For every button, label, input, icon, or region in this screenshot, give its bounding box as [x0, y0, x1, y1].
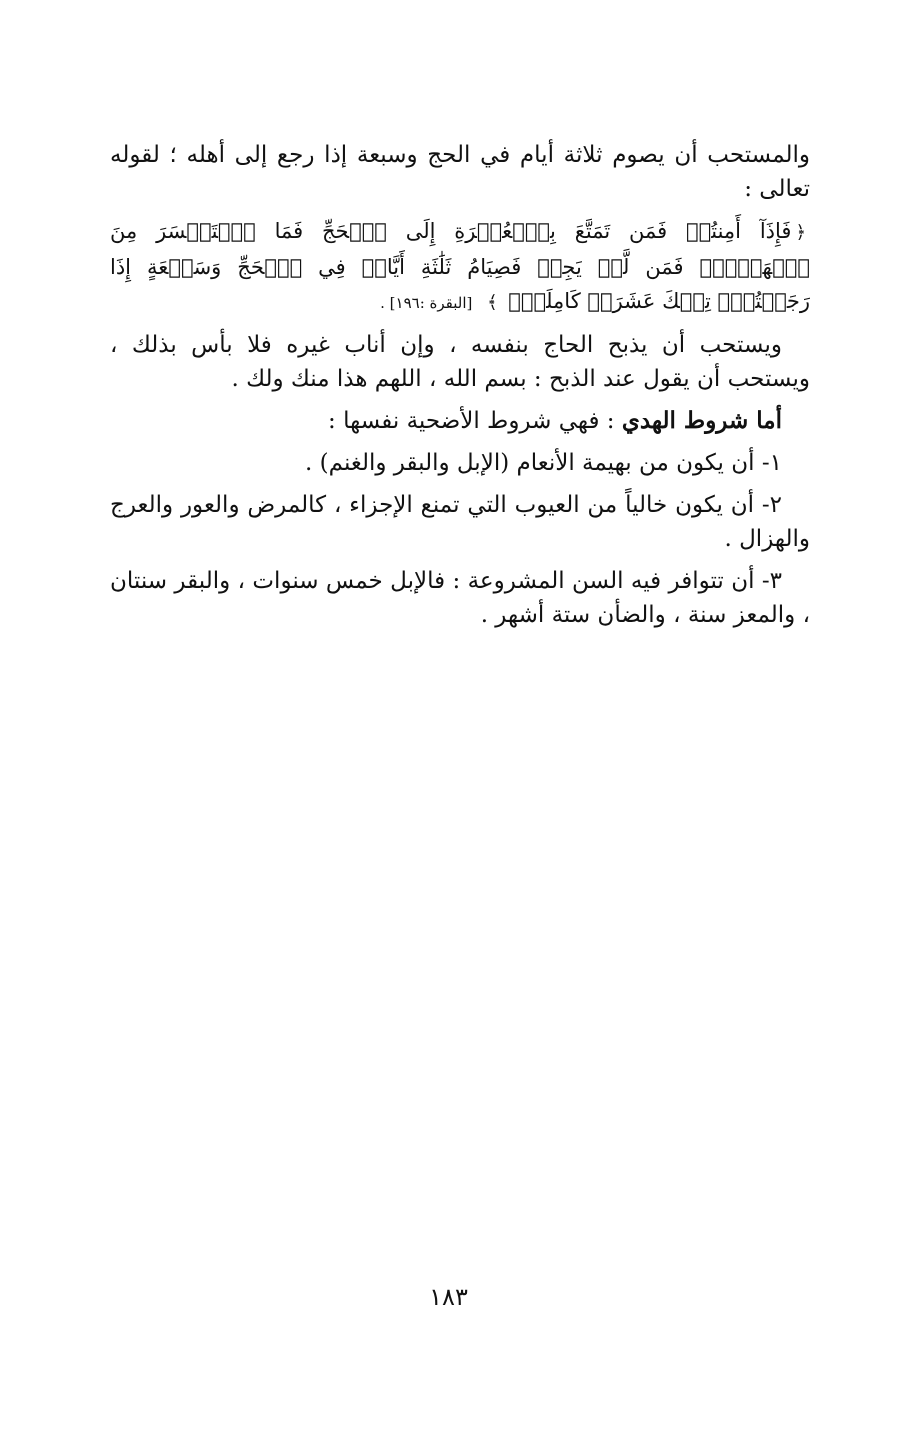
body-text	[110, 138, 810, 640]
conditions-heading-bold: أما شروط الهدي	[621, 407, 782, 434]
condition-item-1: ١- أن يكون من بهيمة الأنعام (الإبل والبقر والغنم) .	[305, 450, 782, 476]
quran-verse	[110, 214, 810, 320]
quran-verse-text: فَإِذَآ أَمِنتُمۡ فَمَن تَمَتَّعَ بِٱلۡعُمۡرَةِ إِلَى ٱلۡحَجِّ فَمَا ٱسۡتَيۡسَرَ مِنَ ٱلۡهَدۡيِۚ فَمَن لَّمۡ يَجِدۡ فَصِيَامُ ثَلَٰثَةِ أَيَّامٖ فِي ٱلۡحَجِّ وَسَبۡعَةٍ إِذَا رَجَعۡتُمۡۗ تِلۡكَ عَشَرَةٞ كَامِلَةٞۗ	[110, 219, 810, 313]
quran-open-bracket: ﴿	[795, 222, 806, 243]
conditions-heading-rest: : فهي شروط الأضحية نفسها :	[328, 408, 615, 434]
quran-reference: [البقرة :١٩٦] .	[380, 294, 473, 312]
quran-close-bracket: ﴾	[487, 292, 498, 313]
condition-item-3: ٣- أن تتوافر فيه السن المشروعة : فالإبل خمس سنوات ، والبقر سنتان ، والمعز سنة ، والضأن ستة أشهر .	[110, 568, 810, 628]
condition-item-2: ٢- أن يكون خالياً من العيوب التي تمنع الإجزاء ، كالمرض والعور والعرج والهزال .	[110, 492, 810, 552]
conditions-heading	[110, 404, 810, 438]
intro-paragraph: والمستحب أن يصوم ثلاثة أيام في الحج وسبعة إذا رجع إلى أهله ؛ لقوله تعالى :	[110, 142, 810, 202]
page-number: ١٨٣	[429, 1283, 468, 1311]
slaughter-paragraph: ويستحب أن يذبح الحاج بنفسه ، وإن أناب غيره فلا بأس بذلك ، ويستحب أن يقول عند الذبح : بسم الله ، اللهم هذا منك ولك .	[110, 332, 810, 392]
